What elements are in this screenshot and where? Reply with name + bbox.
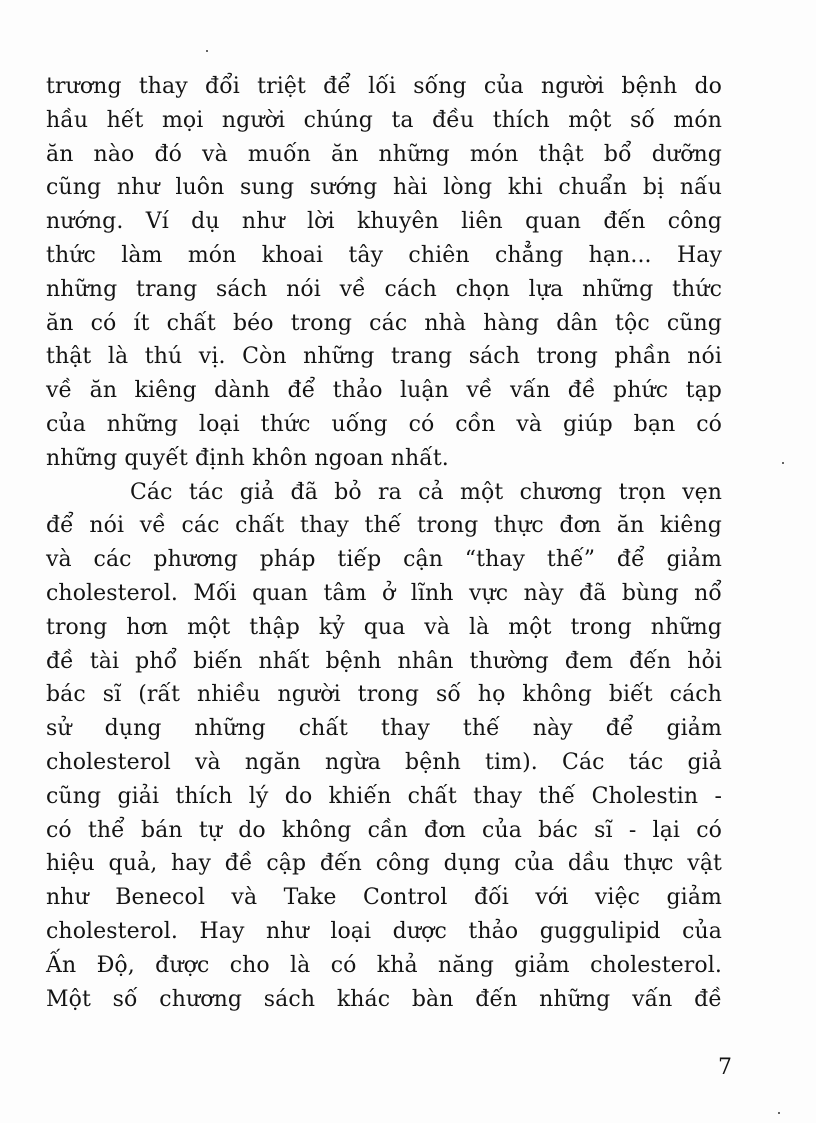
scan-speck <box>206 50 208 52</box>
page-number: 7 <box>718 1055 732 1080</box>
text-line: cholesterol và ngăn ngừa bệnh tim). Các tác giả <box>46 749 722 775</box>
text-line: của những loại thức uống có cồn và giúp bạn có <box>46 411 722 437</box>
text-line: Các tác giả đã bỏ ra cả một chương trọn vẹn <box>130 479 722 505</box>
text-line: thật là thú vị. Còn những trang sách trong phần nói <box>46 344 722 370</box>
text-line: trương thay đổi triệt để lối sống của người bệnh do <box>46 74 722 99</box>
text-line: hiệu quả, hay đề cập đến công dụng của dầu thực vật <box>46 851 722 877</box>
text-line: những trang sách nói về cách chọn lựa những thức <box>46 276 722 302</box>
text-line: thức làm món khoai tây chiên chẳng hạn... Hay <box>46 242 722 268</box>
text-line: đề tài phổ biến nhất bệnh nhân thường đem đến hỏi <box>46 648 722 674</box>
text-line: trong hơn một thập kỷ qua và là một trong những <box>46 614 722 640</box>
text-line: ăn có ít chất béo trong các nhà hàng dân tộc cũng <box>46 310 722 336</box>
text-line: cholesterol. Hay như loại dược thảo guggulipid của <box>46 918 722 944</box>
text-line: cũng giải thích lý do khiến chất thay thế Cholestin - <box>46 783 722 809</box>
text-line: ăn nào đó và muốn ăn những món thật bổ dưỡng <box>46 141 722 167</box>
text-line: hầu hết mọi người chúng ta đều thích một số món <box>46 107 722 133</box>
text-line: có thể bán tự do không cần đơn của bác sĩ - lại có <box>46 817 722 843</box>
scan-speck <box>778 1112 780 1114</box>
text-line: Ấn Độ, được cho là có khả năng giảm cholesterol. <box>46 952 722 978</box>
scan-speck <box>782 462 784 464</box>
text-line: nướng. Ví dụ như lời khuyên liên quan đến công <box>46 209 722 235</box>
text-line: và các phương pháp tiếp cận “thay thế” để giảm <box>46 547 722 573</box>
body-text <box>46 70 722 1016</box>
text-line: bác sĩ (rất nhiều người trong số họ không biết cách <box>46 682 722 708</box>
text-line: như Benecol và Take Control đối với việc giảm <box>46 885 722 911</box>
text-line: để nói về các chất thay thế trong thực đơn ăn kiêng <box>46 513 722 539</box>
text-line: cũng như luôn sung sướng hài lòng khi chuẩn bị nấu <box>46 175 722 201</box>
text-line: cholesterol. Mối quan tâm ở lĩnh vực này đã bùng nổ <box>46 580 722 606</box>
text-line: sử dụng những chất thay thế này để giảm <box>46 716 722 742</box>
text-line: những quyết định khôn ngoan nhất. <box>46 445 449 471</box>
text-line: về ăn kiêng dành để thảo luận về vấn đề phức tạp <box>46 378 722 404</box>
text-line: Một số chương sách khác bàn đến những vấn đề <box>46 986 722 1012</box>
